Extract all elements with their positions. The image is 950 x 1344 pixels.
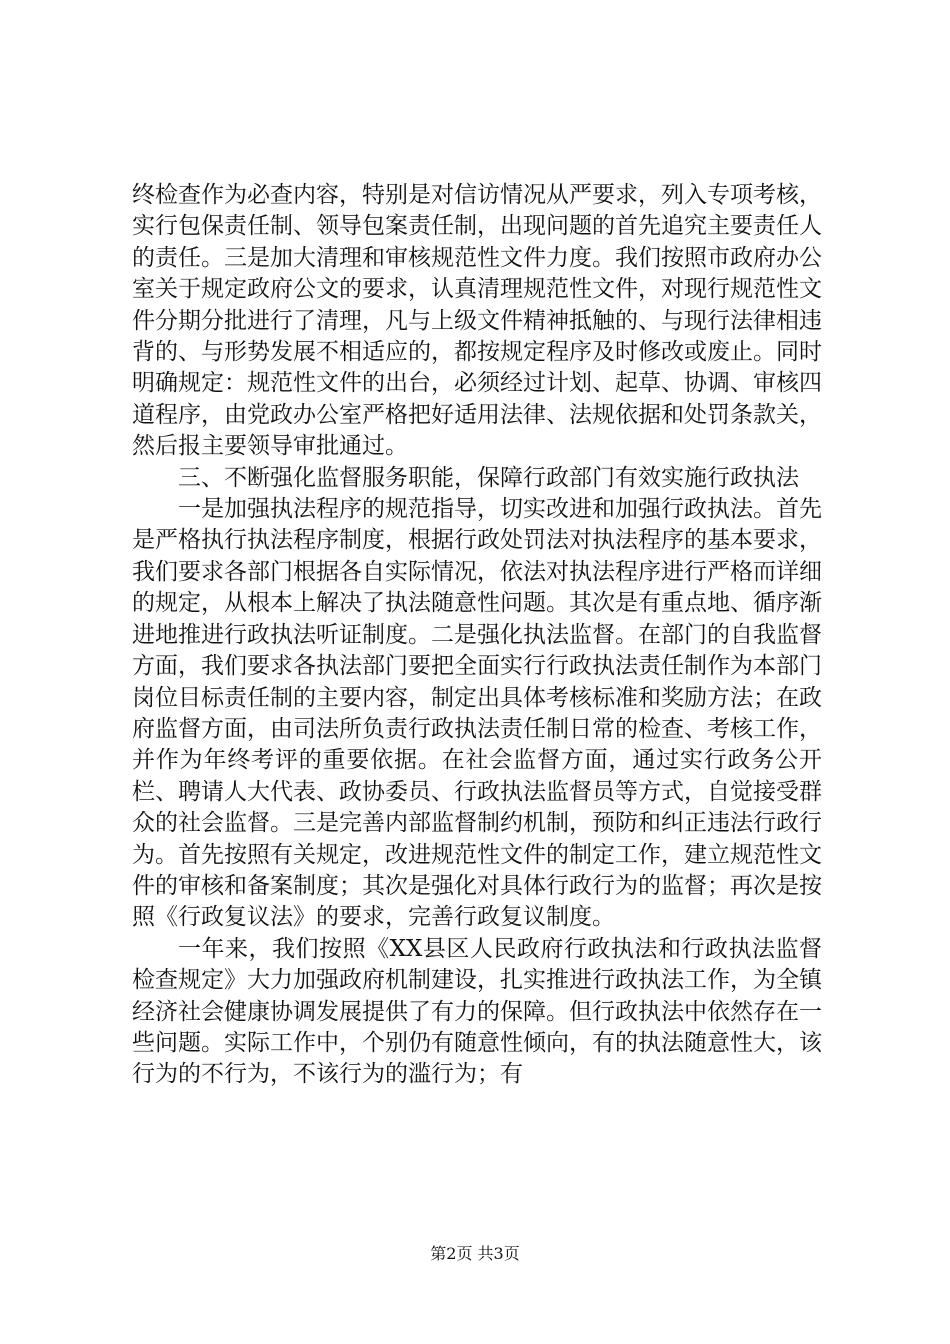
section-heading: 三、不断强化监督服务职能，保障行政部门有效实施行政执法 xyxy=(178,464,799,491)
document-body xyxy=(132,180,822,1091)
paragraph-summary: 一年来，我们按照《XX县区人民政府行政执法和行政执法监督检查规定》大力加强政府机制建设，扎实推进行政执法工作，为全镇经济社会健康协调发展提供了有力的保障。但行政执法中依然存在一些问题。实际工作中，个别仍有随意性倾向，有的执法随意性大，该行为的不行为，不该行为的滥行为；有 xyxy=(132,935,822,1088)
paragraph-continuation: 终检查作为必查内容，特别是对信访情况从严要求，列入专项考核，实行包保责任制、领导包案责任制，出现问题的首先追究主要责任人的责任。三是加大清理和审核规范性文件力度。我们按照市政府办公室关于规定政府公文的要求，认真清理规范性文件，对现行规范性文件分期分批进行了清理，凡与上级文件精神抵触的、与现行法律相违背的、与形势发展不相适应的，都按规定程序及时修改或废止。同时明确规定：规范性文件的出台，必须经过计划、起草、协调、审核四道程序，由党政办公室严格把好适用法律、法规依据和处罚条款关，然后报主要领导审批通过。 xyxy=(132,182,822,460)
paragraph-enforcement: 一是加强执法程序的规范指导，切实改进和加强行政执法。首先是严格执行执法程序制度，根据行政处罚法对执法程序的基本要求，我们要求各部门根据各自实际情况，依法对执法程序进行严格而详细的规定，从根本上解决了执法随意性问题。其次是有重点地、循序渐进地推进行政执法听证制度。二是强化执法监督。在部门的自我监督方面，我们要求各执法部门要把全面实行行政执法责任制作为本部门岗位目标责任制的主要内容，制定出具体考核标准和奖励方法；在政府监督方面，由司法所负责行政执法责任制日常的检查、考核工作，并作为年终考评的重要依据。在社会监督方面，通过实行政务公开栏、聘请人大代表、政协委员、行政执法监督员等方式，自觉接受群众的社会监督。三是完善内部监督制约机制，预防和纠正违法行政行为。首先按照有关规定，改进规范性文件的制定工作，建立规范性文件的审核和备案制度；其次是强化对具体行政行为的监督；再次是按照《行政复议法》的要求，完善行政复议制度。 xyxy=(132,496,822,931)
page-number-footer: 第2页 共3页 xyxy=(430,1244,520,1263)
